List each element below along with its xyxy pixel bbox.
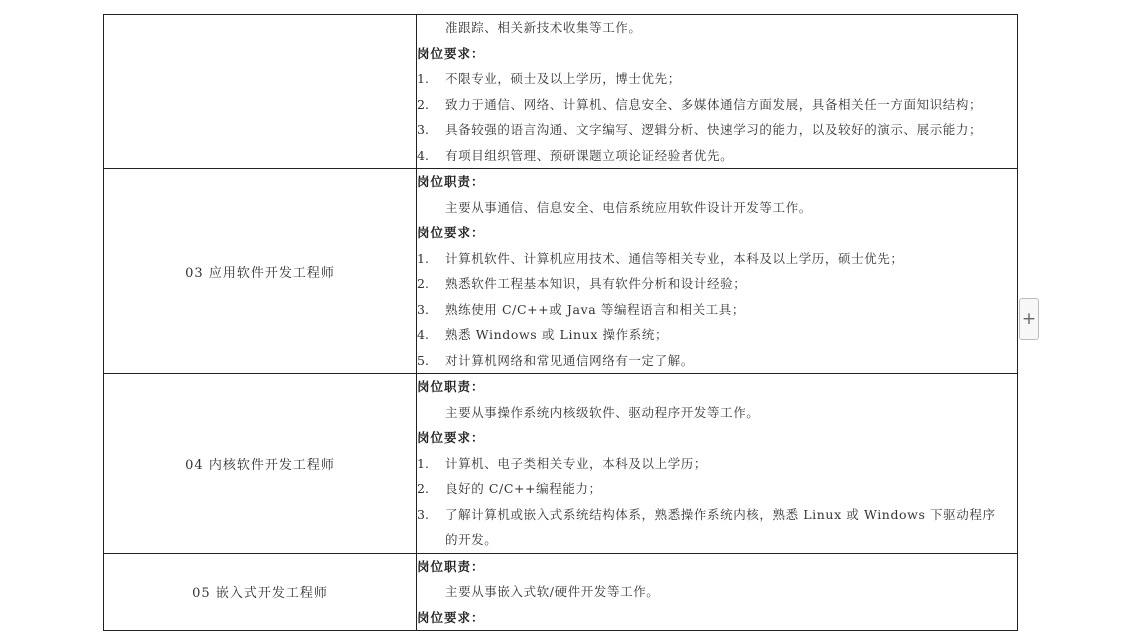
job-requirements-table — [103, 14, 1018, 631]
section-heading: 岗位要求： — [417, 430, 485, 445]
requirement-item — [417, 271, 1017, 297]
requirement-item — [417, 246, 1017, 272]
table-row — [104, 553, 1018, 631]
item-number: 1. — [417, 250, 429, 266]
section-heading: 岗位要求： — [417, 225, 485, 240]
item-text: 计算机、电子类相关专业，本科及以上学历； — [445, 455, 708, 471]
section-heading: 岗位职责： — [417, 558, 485, 574]
duty-paragraph: 主要从事通信、信息安全、电信系统应用软件设计开发等工作。 — [445, 199, 812, 215]
position-title-cell: 04 内核软件开发工程师 — [104, 374, 417, 554]
position-title-cell: 05 嵌入式开发工程师 — [104, 553, 417, 631]
item-text: 对计算机网络和常见通信网络有一定了解。 — [445, 352, 694, 368]
item-number: 1. — [417, 455, 429, 471]
item-number: 2. — [417, 481, 429, 496]
position-title-cell: 03 应用软件开发工程师 — [104, 169, 417, 374]
position-description-cell — [417, 374, 1018, 554]
position-description-cell — [417, 15, 1018, 169]
item-text: 具备较强的语言沟通、文字编写、逻辑分析、快速学习的能力，以及较好的演示、展示能力； — [445, 122, 983, 137]
item-text: 熟练使用 C/C++或 Java 等编程语言和相关工具； — [445, 301, 745, 317]
item-text: 良好的 C/C++编程能力； — [445, 481, 602, 496]
item-text: 熟悉软件工程基本知识，具有软件分析和设计经验； — [445, 276, 747, 291]
item-number: 4. — [417, 327, 429, 342]
item-number: 3. — [417, 122, 429, 137]
item-number: 5. — [417, 352, 429, 368]
expand-plus-button[interactable] — [1019, 298, 1039, 340]
item-number: 3. — [417, 301, 429, 317]
requirement-item — [417, 451, 1017, 477]
item-text: 了解计算机或嵌入式系统结构体系，熟悉操作系统内核，熟悉 Linux 或 Windows 下驱动程序 — [445, 506, 996, 522]
item-text: 计算机软件、计算机应用技术、通信等相关专业，本科及以上学历，硕士优先； — [445, 250, 904, 266]
requirement-item — [417, 322, 1017, 348]
table-row — [104, 374, 1018, 554]
duty-paragraph: 主要从事嵌入式软/硬件开发等工作。 — [445, 584, 660, 599]
item-number: 2. — [417, 96, 429, 112]
position-description-cell — [417, 553, 1018, 631]
requirement-item — [417, 143, 1017, 169]
item-text: 不限专业，硕士及以上学历，博士优先； — [445, 71, 681, 86]
requirement-item — [417, 92, 1017, 118]
duty-paragraph: 主要从事操作系统内核级软件、驱动程序开发等工作。 — [445, 404, 760, 420]
item-text: 熟悉 Windows 或 Linux 操作系统； — [445, 327, 669, 342]
item-text: 有项目组织管理、预研课题立项论证经验者优先。 — [445, 147, 734, 163]
table-row — [104, 15, 1018, 169]
requirement-item — [417, 502, 1017, 528]
section-heading: 岗位要求： — [417, 45, 485, 61]
section-heading: 岗位职责： — [417, 379, 485, 394]
requirement-item — [417, 348, 1017, 374]
requirement-item — [417, 117, 1017, 143]
table-row — [104, 169, 1018, 374]
item-number: 2. — [417, 276, 429, 291]
plus-icon: + — [1021, 309, 1037, 329]
item-text: 致力于通信、网络、计算机、信息安全、多媒体通信方面发展，具备相关任一方面知识结构； — [445, 96, 983, 112]
item-number: 1. — [417, 71, 429, 86]
requirement-item — [417, 476, 1017, 502]
section-heading: 岗位要求： — [417, 609, 485, 625]
section-heading: 岗位职责： — [417, 174, 485, 189]
position-title-cell — [104, 15, 417, 169]
item-number: 4. — [417, 147, 429, 163]
requirement-item — [417, 66, 1017, 92]
requirement-item — [417, 297, 1017, 323]
continuation-text: 准跟踪、相关新技术收集等工作。 — [445, 20, 642, 35]
item-number: 3. — [417, 506, 429, 522]
continuation-text: 的开发。 — [445, 532, 498, 547]
position-description-cell — [417, 169, 1018, 374]
